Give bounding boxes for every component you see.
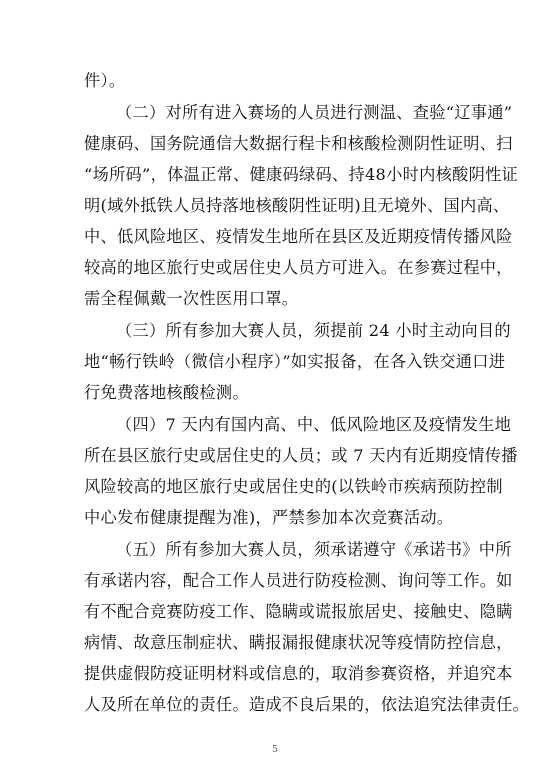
text-line: “场所码”，体温正常、健康码绿码、持48小时内核酸阴性证 bbox=[84, 165, 519, 184]
text-line: 提供虚假防疫证明材料或信息的，取消参赛资格，并追究本 bbox=[84, 664, 513, 683]
text-line: 有承诺内容，配合工作人员进行防疫检测、询问等工作。如 bbox=[84, 571, 513, 590]
text-line: 行免费落地核酸检测。 bbox=[84, 383, 249, 402]
text-line: 所在县区旅行史或居住史的人员；或 7 天内有近期疫情传播 bbox=[84, 446, 518, 465]
text-line: 地“畅行铁岭（微信小程序）”如实报备，在各入铁交通口进 bbox=[84, 352, 506, 371]
text-line: 中、低风险地区、疫情发生地所在县区及近期疫情传播风险 bbox=[84, 227, 513, 246]
text-line: 较高的地区旅行史或居住史人员方可进入。在参赛过程中， bbox=[84, 258, 513, 277]
text-line: （三）所有参加大赛人员，须提前 24 小时主动向目的 bbox=[116, 321, 511, 340]
text-line: 病情、故意压制症状、瞒报漏报健康状况等疫情防控信息， bbox=[84, 633, 513, 652]
text-line: 需全程佩戴一次性医用口罩。 bbox=[84, 289, 299, 308]
text-line: 明(域外抵铁人员持落地核酸阴性证明)且无境外、国内高、 bbox=[84, 196, 510, 215]
text-line: 件）。 bbox=[84, 71, 126, 90]
text-line: 中心发布健康提醒为准)，严禁参加本次竞赛活动。 bbox=[84, 508, 454, 527]
text-line: （五）所有参加大赛人员，须承诺遵守《承诺书》中所 bbox=[116, 540, 512, 559]
text-line: 风险较高的地区旅行史或居住史的(以铁岭市疾病预防控制 bbox=[84, 477, 503, 496]
page-number: 5 bbox=[272, 745, 278, 755]
text-line: （四）7 天内有国内高、中、低风险地区及疫情发生地 bbox=[116, 415, 512, 434]
text-line: 健康码、国务院通信大数据行程卡和核酸检测阴性证明、扫 bbox=[84, 134, 513, 153]
text-line: 人及所在单位的责任。造成不良后果的，依法追究法律责任。 bbox=[84, 695, 530, 714]
text-line: （二）对所有进入赛场的人员进行测温、查验“辽事通” bbox=[116, 103, 513, 122]
text-line: 有不配合竞赛防疫工作、隐瞒或谎报旅居史、接触史、隐瞒 bbox=[84, 602, 513, 621]
